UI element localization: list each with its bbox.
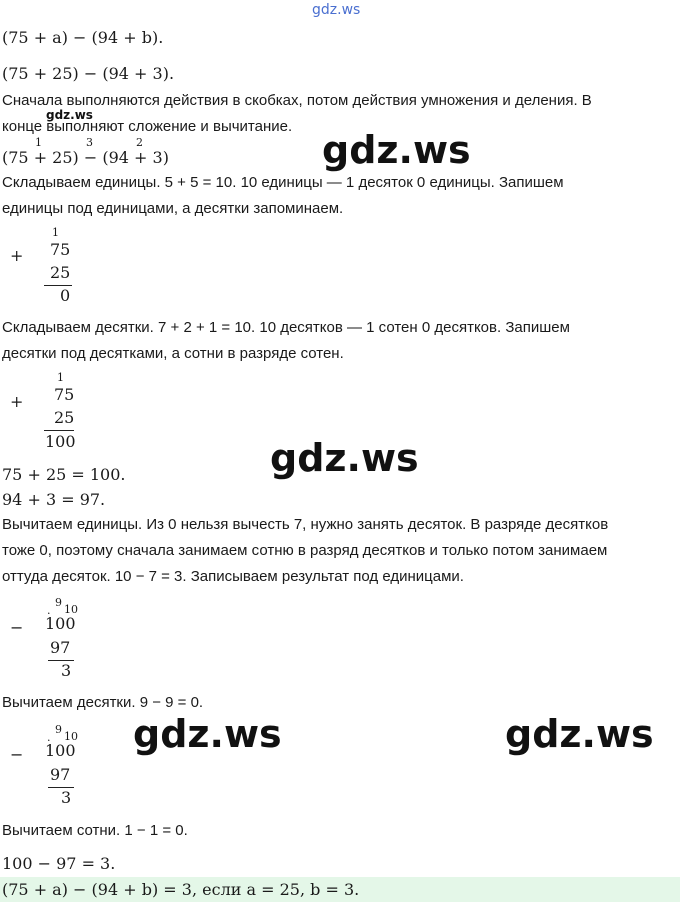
watermark-big-2: gdz.ws <box>270 436 419 480</box>
addend-top: 75 <box>54 385 75 404</box>
addend-bottom: 25 <box>50 263 71 282</box>
borrow-dot: . <box>47 604 51 617</box>
borrow-dot: . <box>47 731 51 744</box>
expression-substituted: (75 + 25) − (94 + 3). <box>2 64 175 83</box>
watermark-big-1: gdz.ws <box>322 128 471 172</box>
step-tens-line1: Складываем десятки. 7 + 2 + 1 = 10. 10 десятков — 1 сотен 0 десятков. Запишем <box>2 319 570 336</box>
order-mark-3: 3 <box>86 136 93 149</box>
difference-result: 3 <box>61 661 72 680</box>
addend-bottom: 25 <box>54 408 75 427</box>
addend-top: 75 <box>50 240 71 259</box>
result-sum: 75 + 25 = 100. <box>2 465 126 484</box>
subtrahend: 97 <box>50 638 71 657</box>
result-sum-2: 94 + 3 = 97. <box>2 490 106 509</box>
expression-ordered: (75 + 25) − (94 + 3) <box>2 148 169 167</box>
sub-units-line3: оттуда десяток. 10 − 7 = 3. Записываем результат под единицами. <box>2 568 464 585</box>
sum-rule <box>44 430 74 431</box>
borrow-mark-10: 10 <box>64 603 78 616</box>
order-mark-2: 2 <box>136 136 143 149</box>
result-difference: 100 − 97 = 3. <box>2 854 116 873</box>
hint-order-line2: конце выполняют сложение и вычитание. <box>2 118 293 135</box>
step-tens-line2: десятки под десятками, а сотни в разряде сотен. <box>2 345 344 362</box>
minus-sign: − <box>10 745 24 764</box>
final-answer: (75 + a) − (94 + b) = 3, если a = 25, b = 3. <box>2 880 360 899</box>
carry-mark: 1 <box>52 226 59 239</box>
carry-mark: 1 <box>57 371 64 384</box>
order-mark-1: 1 <box>35 136 42 149</box>
sub-tens-line: Вычитаем десятки. 9 − 9 = 0. <box>2 694 204 711</box>
minuend: 100 <box>45 741 76 760</box>
sub-hundreds-line: Вычитаем сотни. 1 − 1 = 0. <box>2 822 188 839</box>
watermark-big-3: gdz.ws <box>133 712 282 756</box>
watermark-top: gdz.ws <box>312 2 361 18</box>
sub-units-line1: Вычитаем единицы. Из 0 нельзя вычесть 7, нужно занять десяток. В разряде десятков <box>2 516 609 533</box>
step-units-line2: единицы под единицами, а десятки запоминаем. <box>2 200 344 217</box>
minus-sign: − <box>10 618 24 637</box>
watermark-big-4: gdz.ws <box>505 712 654 756</box>
step-units-line1: Складываем единицы. 5 + 5 = 10. 10 единицы — 1 десяток 0 единицы. Запишем <box>2 174 564 191</box>
sub-units-line2: тоже 0, поэтому сначала занимаем сотню в разряд десятков и только потом занимаем <box>2 542 608 559</box>
subtrahend: 97 <box>50 765 71 784</box>
borrow-mark-9: 9 <box>55 596 62 609</box>
watermark-small: gdz.ws <box>46 108 93 122</box>
difference-result: 3 <box>61 788 72 807</box>
hint-order-line1: Сначала выполняются действия в скобках, потом действия умножения и деления. В <box>2 92 592 109</box>
expression: (75 + a) − (94 + b). <box>2 28 164 47</box>
sum-result: 0 <box>60 286 71 305</box>
plus-sign: + <box>10 392 24 411</box>
borrow-mark-10: 10 <box>64 730 78 743</box>
sum-result: 100 <box>45 432 76 451</box>
plus-sign: + <box>10 246 24 265</box>
borrow-mark-9: 9 <box>55 723 62 736</box>
minuend: 100 <box>45 614 76 633</box>
